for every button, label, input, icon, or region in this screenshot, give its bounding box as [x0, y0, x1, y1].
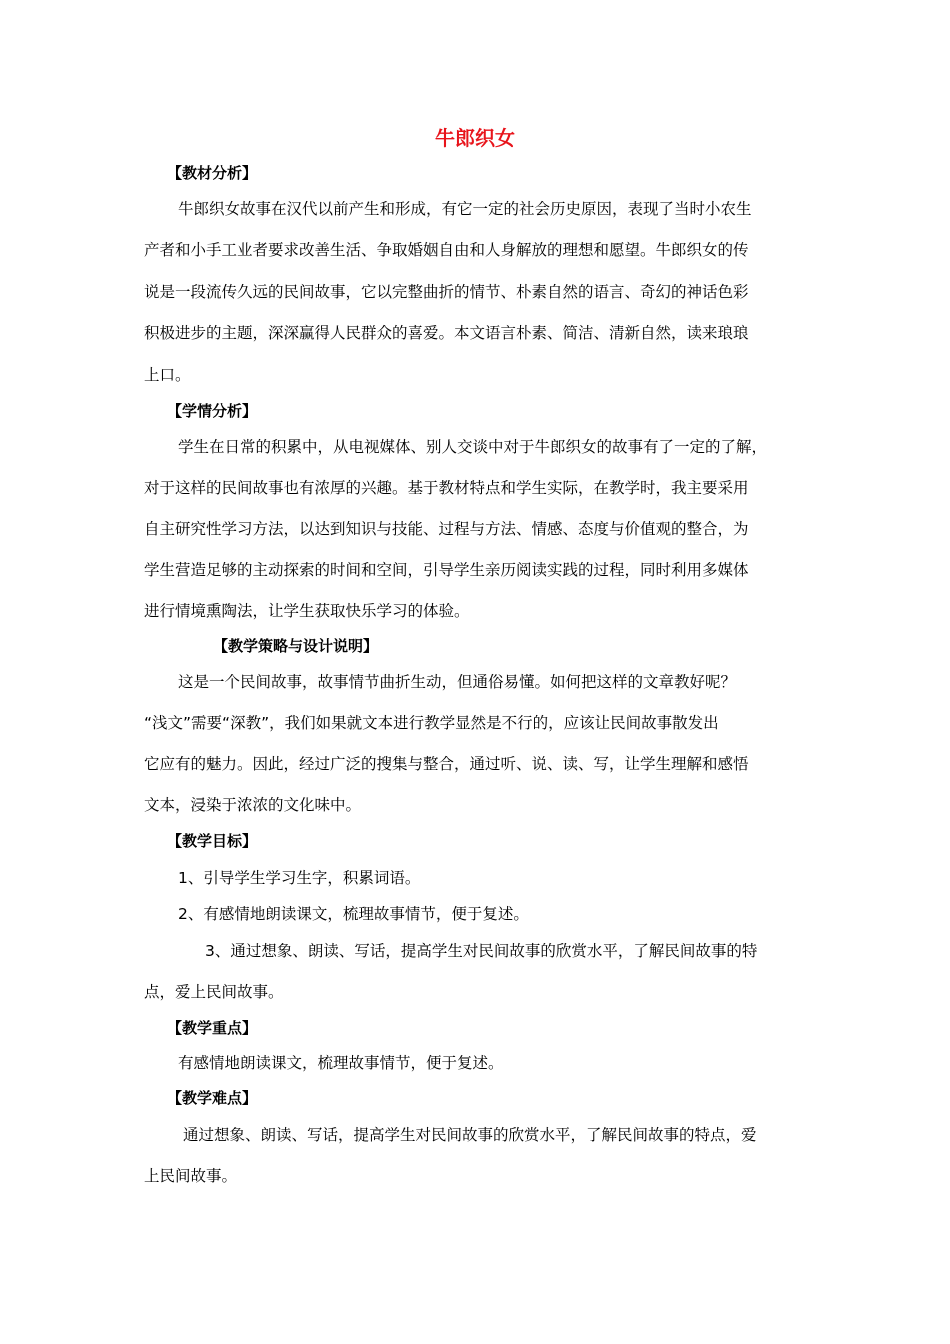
paragraph-line: 对于这样的民间故事也有浓厚的兴趣。基于教材特点和学生实际，在教学时，我主要采用	[144, 479, 749, 497]
goal-item-1: 1、引导学生学习生字，积累词语。	[178, 869, 421, 887]
section-heading-strategy: 【教学策略与设计说明】	[213, 637, 379, 655]
paragraph-line: 有感情地朗读课文，梳理故事情节，便于复述。	[178, 1054, 504, 1072]
paragraph-line: 说是一段流传久远的民间故事，它以完整曲折的情节、朴素自然的语言、奇幻的神话色彩	[144, 283, 749, 301]
paragraph-line: 学生在日常的积累中，从电视媒体、别人交谈中对于牛郎织女的故事有了一定的了解，	[178, 438, 768, 456]
paragraph-line: 通过想象、朗读、写话，提高学生对民间故事的欣赏水平，了解民间故事的特点，爱	[183, 1126, 757, 1144]
paragraph-line: 自主研究性学习方法，以达到知识与技能、过程与方法、情感、态度与价值观的整合，为	[144, 520, 749, 538]
paragraph-line: 上口。	[144, 366, 191, 384]
paragraph-line: “浅文”需要“深教”，我们如果就文本进行教学显然是不行的，应该让民间故事散发出	[144, 714, 719, 732]
paragraph-line: 它应有的魅力。因此，经过广泛的搜集与整合，通过听、说、读、写，让学生理解和感悟	[144, 755, 749, 773]
section-heading-goals: 【教学目标】	[167, 832, 258, 850]
paragraph-line: 上民间故事。	[144, 1167, 238, 1185]
paragraph-line: 进行情境熏陶法，让学生获取快乐学习的体验。	[144, 602, 470, 620]
paragraph-line: 点，爱上民间故事。	[144, 983, 284, 1001]
paragraph-line: 牛郎织女故事在汉代以前产生和形成，有它一定的社会历史原因，表现了当时小农生	[178, 200, 752, 218]
section-heading-focus: 【教学重点】	[167, 1019, 258, 1037]
page-title: 牛郎织女	[435, 126, 515, 150]
goal-item-3: 3、通过想象、朗读、写话，提高学生对民间故事的欣赏水平，了解民间故事的特	[205, 942, 758, 960]
section-heading-difficulty: 【教学难点】	[167, 1089, 258, 1107]
paragraph-line: 学生营造足够的主动探索的时间和空间，引导学生亲历阅读实践的过程，同时利用多媒体	[144, 561, 749, 579]
paragraph-line: 文本，浸染于浓浓的文化味中。	[144, 796, 362, 814]
section-heading-material: 【教材分析】	[167, 164, 258, 182]
paragraph-line: 这是一个民间故事，故事情节曲折生动，但通俗易懂。如何把这样的文章教好呢？	[178, 673, 737, 691]
goal-item-2: 2、有感情地朗读课文，梳理故事情节，便于复述。	[178, 905, 529, 923]
paragraph-line: 积极进步的主题，深深赢得人民群众的喜爱。本文语言朴素、简洁、清新自然，读来琅琅	[144, 324, 749, 342]
paragraph-line: 产者和小手工业者要求改善生活、争取婚姻自由和人身解放的理想和愿望。牛郎织女的传	[144, 241, 749, 259]
section-heading-students: 【学情分析】	[167, 402, 258, 420]
